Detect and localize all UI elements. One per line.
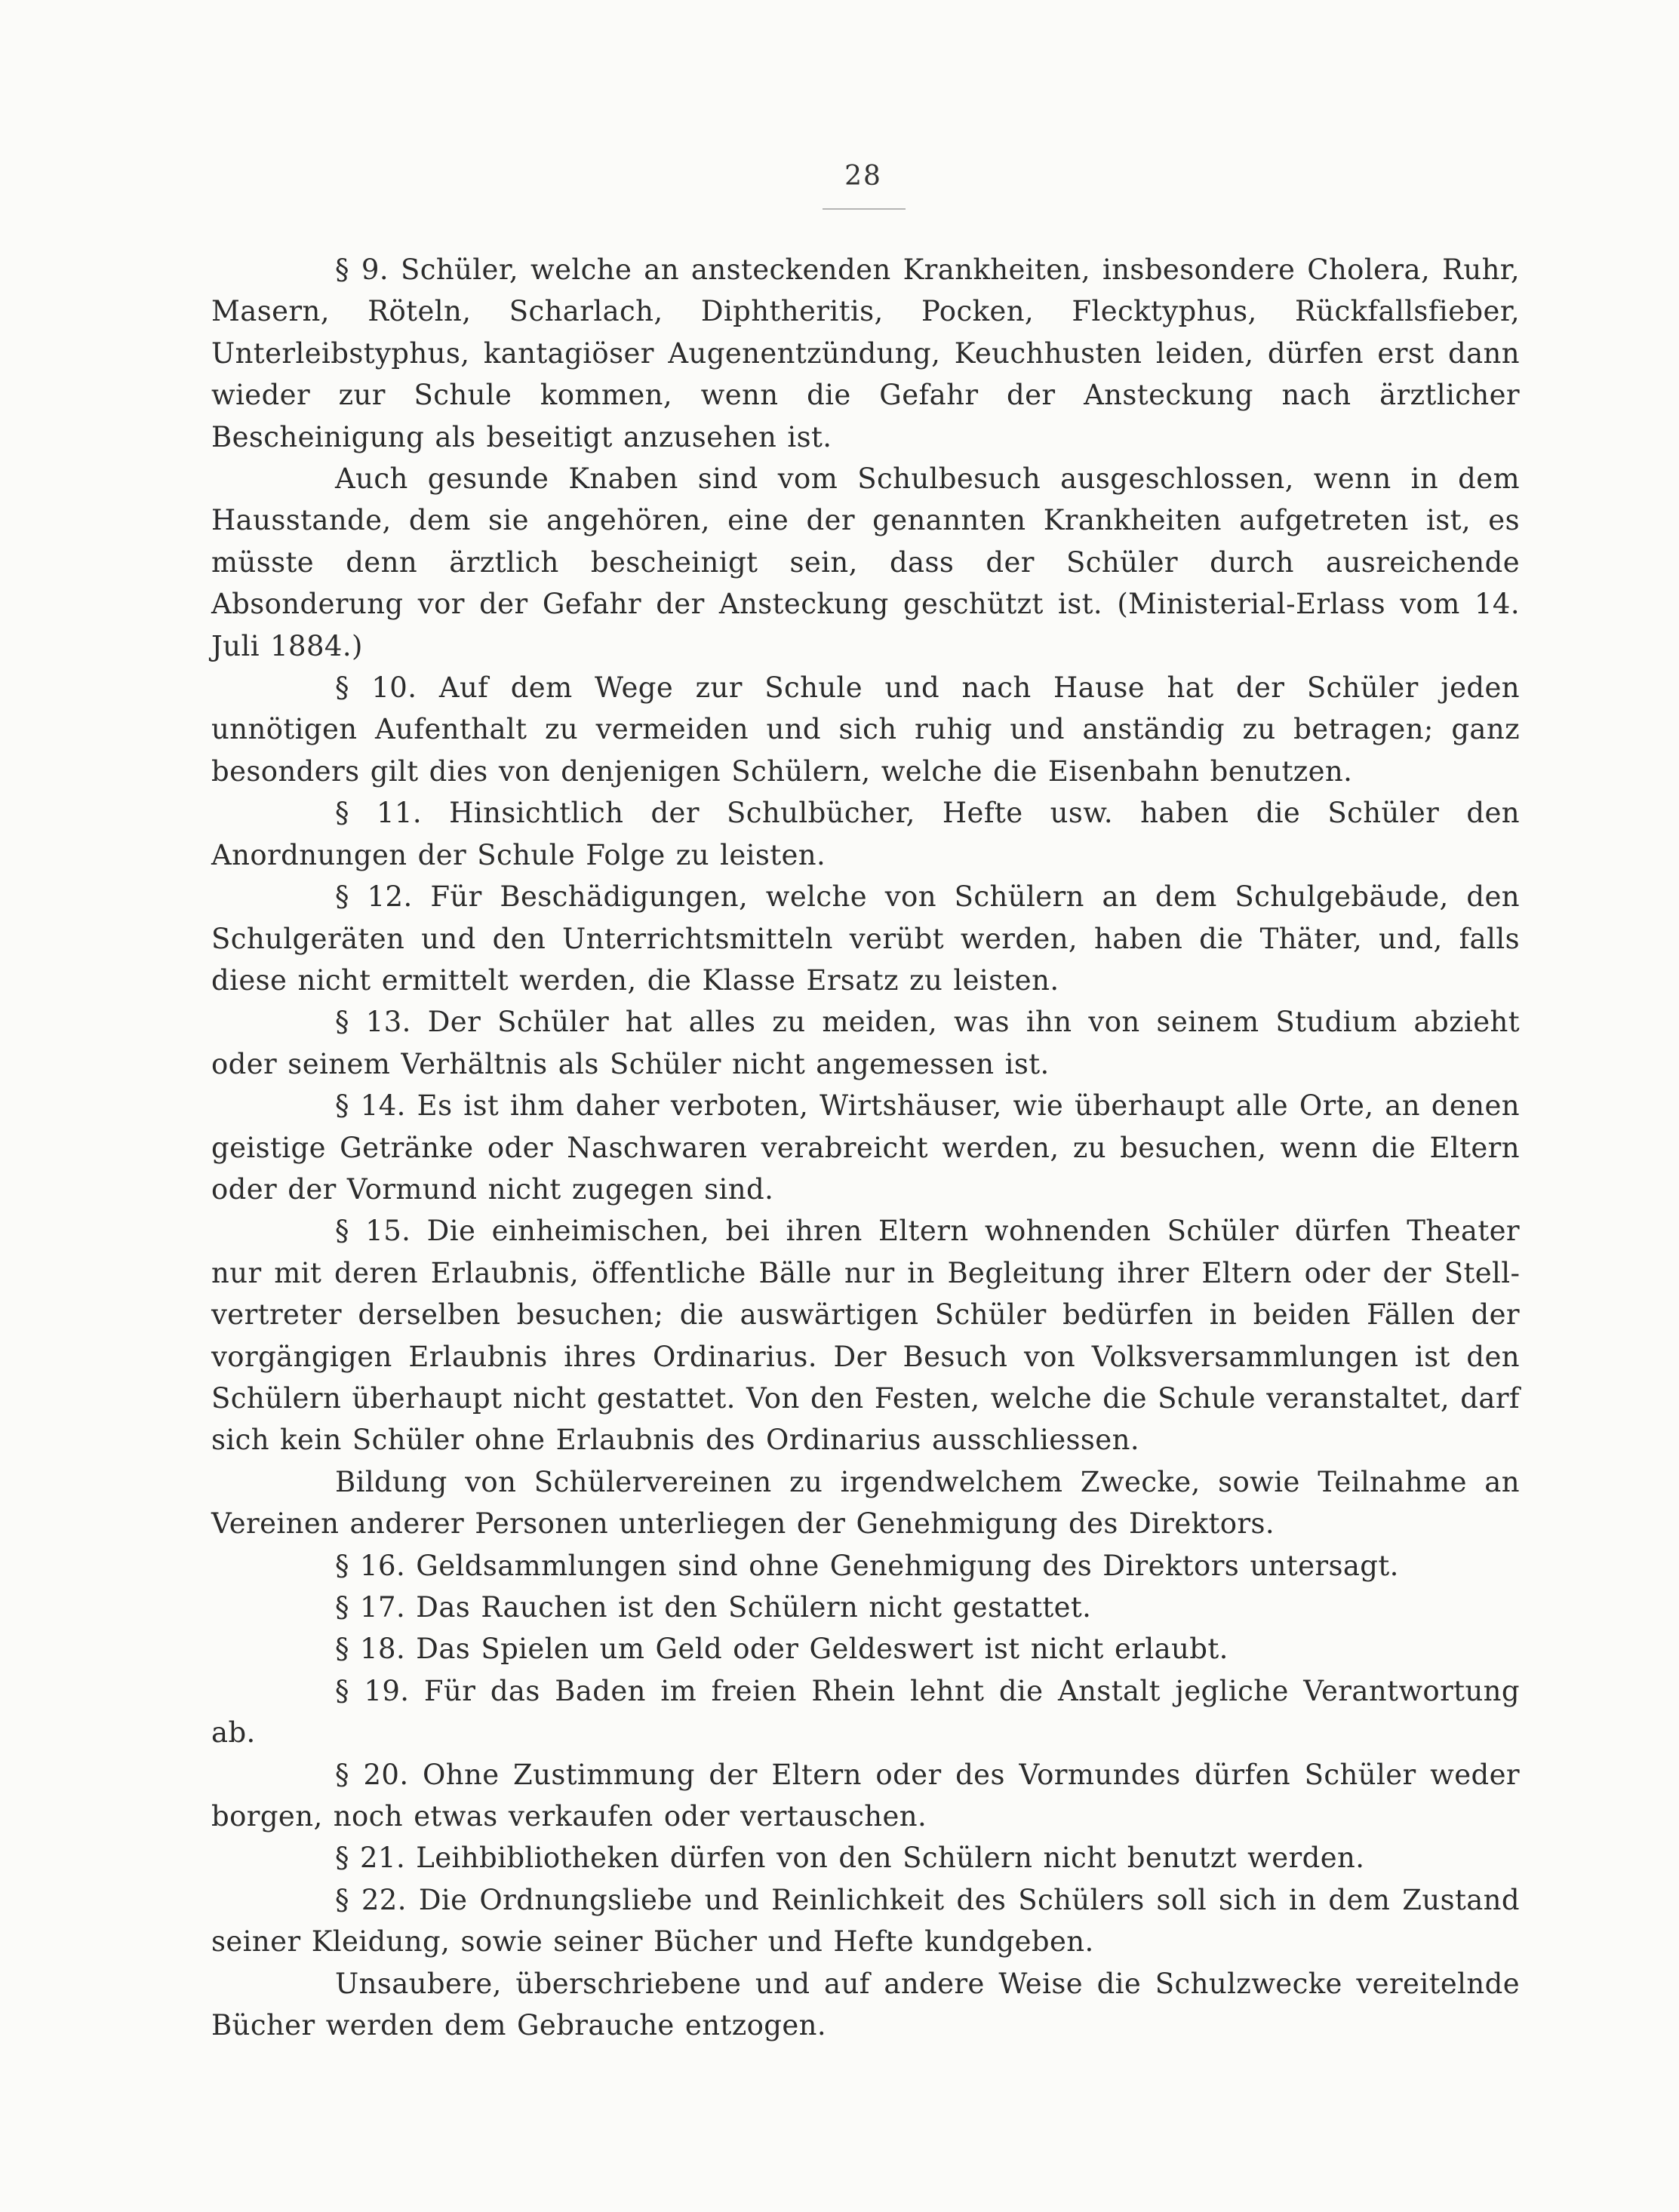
paragraph-section-9-continued: Auch gesunde Knaben sind vom Schulbesuch ausgeschlossen, wenn in dem Hausstande, dem sie angehören, eine der genannten Krankheiten aufgetreten ist, es müsste denn ärztlich bescheinigt sein, dass der Schüler durch ausreichende Absonderung vor der Gefahr der Ansteckung geschützt ist. (Ministerial-Erlass vom 14. Juli 1884.) (211, 462, 1520, 662)
paragraph-section-19: § 19. Für das Baden im freien Rhein lehnt die Anstalt jegliche Verantwortung ab. (211, 1674, 1520, 1750)
paragraph-section-16: § 16. Geldsammlungen sind ohne Genehmigung des Direktors untersagt. (335, 1549, 1399, 1582)
paragraph-section-11: § 11. Hinsichtlich der Schulbücher, Hefte usw. haben die Schüler den Anordnungen der Schule Folge zu leisten. (211, 797, 1520, 871)
body-text (211, 249, 1520, 2046)
paragraph-section-18: § 18. Das Spielen um Geld oder Geldeswert ist nicht erlaubt. (335, 1633, 1228, 1666)
paragraph-section-22: § 22. Die Ordnungsliebe und Reinlichkeit des Schülers soll sich in dem Zustand seiner Kleidung, sowie seiner Bücher und Hefte kundgeben. (211, 1883, 1520, 1959)
page-number-rule (823, 208, 906, 210)
paragraph-section-14: § 14. Es ist ihm daher verboten, Wirtshäuser, wie überhaupt alle Orte, an denen geistige Getränke oder Naschwaren verabreicht werden, zu besuchen, wenn die Eltern oder der Vormund nicht zugegen sind. (211, 1089, 1520, 1206)
page-number: 28 (844, 161, 882, 192)
paragraph-section-21: § 21. Leihbibliotheken dürfen von den Schülern nicht benutzt werden. (335, 1842, 1365, 1875)
paragraph-section-20: § 20. Ohne Zustimmung der Eltern oder des Vormundes dürfen Schüler weder borgen, noch etwas verkaufen oder vertauschen. (211, 1758, 1520, 1833)
paragraph-section-9: § 9. Schüler, welche an ansteckenden Krankheiten, insbesondere Cholera, Ruhr, Masern, Röteln, Scharlach, Diphtheritis, Pocken, Flecktyphus, Rückfallsfieber, Unterleibstyphus, kantagiöser Augenentzündung, Keuchhusten leiden, dürfen erst dann wieder zur Schule kommen, wenn die Gefahr der Ansteckung nach ärztlicher Bescheinigung als beseitigt anzusehen ist. (211, 253, 1520, 453)
paragraph-section-13: § 13. Der Schüler hat alles zu meiden, was ihn von seinem Studium abzieht oder seinem Verhältnis als Schüler nicht angemessen ist. (211, 1006, 1520, 1080)
paragraph-section-12: § 12. Für Beschädigungen, welche von Schülern an dem Schulgebäude, den Schulgeräten und den Unterrichtsmitteln verübt werden, haben die Thäter, und, falls diese nicht ermittelt werden, die Klasse Ersatz zu leisten. (211, 880, 1520, 997)
paragraph-section-10: § 10. Auf dem Wege zur Schule und nach Hause hat der Schüler jeden unnötigen Aufenthalt zu vermeiden und sich ruhig und anständig zu betragen; ganz besonders gilt dies von denjenigen Schülern, welche die Eisenbahn benutzen. (211, 671, 1520, 788)
paragraph-section-15-continued: Bildung von Schülervereinen zu irgendwelchem Zwecke, sowie Teilnahme an Vereinen anderer Personen unterliegen der Genehmigung des Direktors. (211, 1465, 1520, 1541)
paragraph-section-17: § 17. Das Rauchen ist den Schülern nicht gestattet. (335, 1591, 1092, 1624)
paragraph-section-22-continued: Unsaubere, überschriebene und auf andere Weise die Schulzwecke vereitelnde Bücher werden dem Gebrauche entzogen. (211, 1967, 1520, 2042)
paragraph-section-15: § 15. Die einheimischen, bei ihren Eltern wohnenden Schüler dürfen Theater nur mit deren Erlaubnis, öffentliche Bälle nur in Begleitung ihrer Eltern oder der Stellvertreter derselben besuchen; die auswärtigen Schüler bedürfen in beiden Fällen der vorgängigen Erlaubnis ihres Ordinarius. Der Besuch von Volksversammlungen ist den Schülern überhaupt nicht gestattet. Von den Festen, welche die Schule veranstaltet, darf sich kein Schüler ohne Erlaubnis des Ordinarius ausschliessen. (211, 1215, 1520, 1457)
